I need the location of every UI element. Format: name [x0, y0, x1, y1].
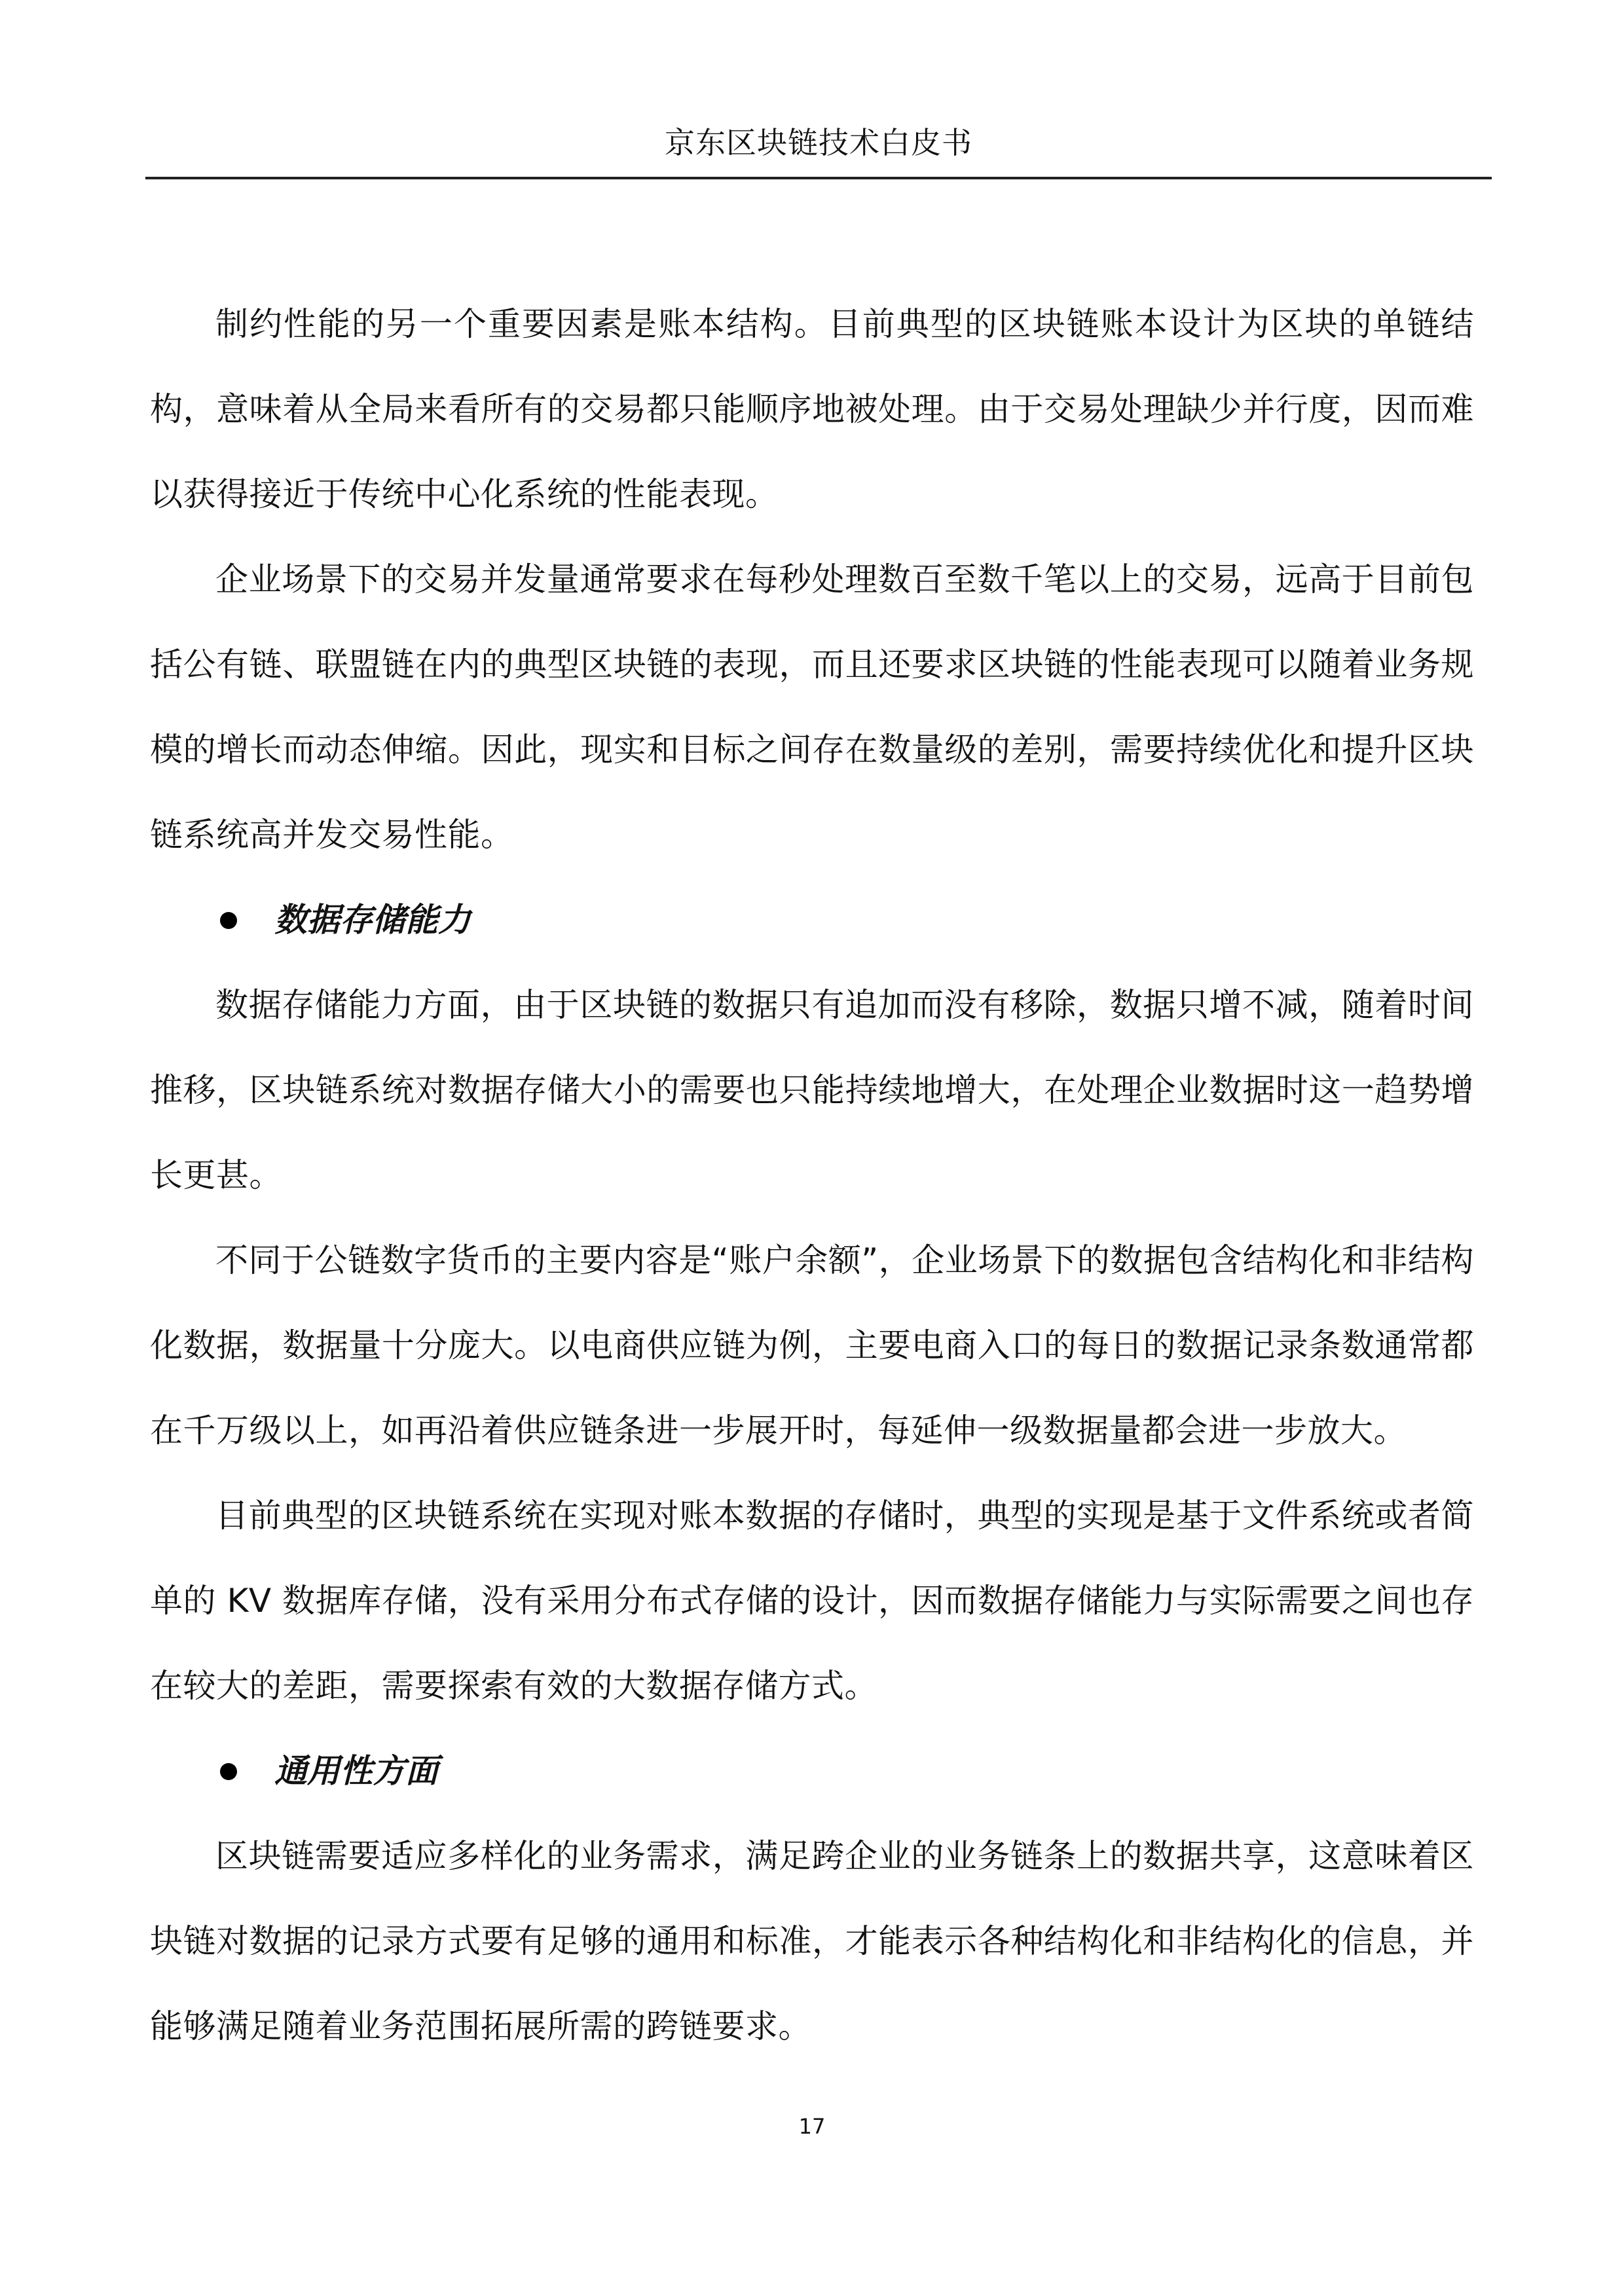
bullet-label: 数据存储能力	[274, 901, 471, 939]
paragraph-storage-capacity: 数据存储能力方面，由于区块链的数据只有追加而没有移除，数据只增不减，随着时间推移，区块链系统对数据存储大小的需要也只能持续地增大，在处理企业数据时这一趋势增长更甚。	[150, 986, 1474, 1194]
paragraph-enterprise-data: 不同于公链数字货币的主要内容是“账户余额”，企业场景下的数据包含结构化和非结构化数据，数据量十分庞大。以电商供应链为例，主要电商入口的每日的数据记录条数通常都在千万级以上，如再沿着供应链条进一步展开时，每延伸一级数据量都会进一步放大。	[150, 1241, 1474, 1449]
paragraph-ledger-structure: 制约性能的另一个重要因素是账本结构。目前典型的区块链账本设计为区块的单链结构，意味着从全局来看所有的交易都只能顺序地被处理。由于交易处理缺少并行度，因而难以获得接近于传统中心化系统的性能表现。	[150, 305, 1474, 513]
page-number: 17	[798, 2114, 826, 2139]
bullet-heading-data-storage	[150, 877, 1474, 962]
bullet-icon	[220, 912, 237, 929]
bullet-icon	[220, 1763, 237, 1780]
paragraph-enterprise-concurrency: 企业场景下的交易并发量通常要求在每秒处理数百至数千笔以上的交易，远高于目前包括公有链、联盟链在内的典型区块链的表现，而且还要求区块链的性能表现可以随着业务规模的增长而动态伸缩。因此，现实和目标之间存在数量级的差别，需要持续优化和提升区块链系统高并发交易性能。	[150, 560, 1474, 854]
bullet-label: 通用性方面	[274, 1752, 438, 1790]
header-title: 京东区块链技术白皮书	[665, 125, 972, 160]
document-body	[150, 282, 1474, 2069]
paragraph-generality: 区块链需要适应多样化的业务需求，满足跨企业的业务链条上的数据共享，这意味着区块链对数据的记录方式要有足够的通用和标准，才能表示各种结构化和非结构化的信息，并能够满足随着业务范围拓展所需的跨链要求。	[150, 1837, 1474, 2045]
paragraph-storage-implementation: 目前典型的区块链系统在实现对账本数据的存储时，典型的实现是基于文件系统或者简单的 KV 数据库存储，没有采用分布式存储的设计，因而数据存储能力与实际需要之间也存在较大的差距，需要探索有效的大数据存储方式。	[150, 1497, 1474, 1705]
page-header	[145, 123, 1492, 179]
bullet-heading-generality	[150, 1728, 1474, 1813]
